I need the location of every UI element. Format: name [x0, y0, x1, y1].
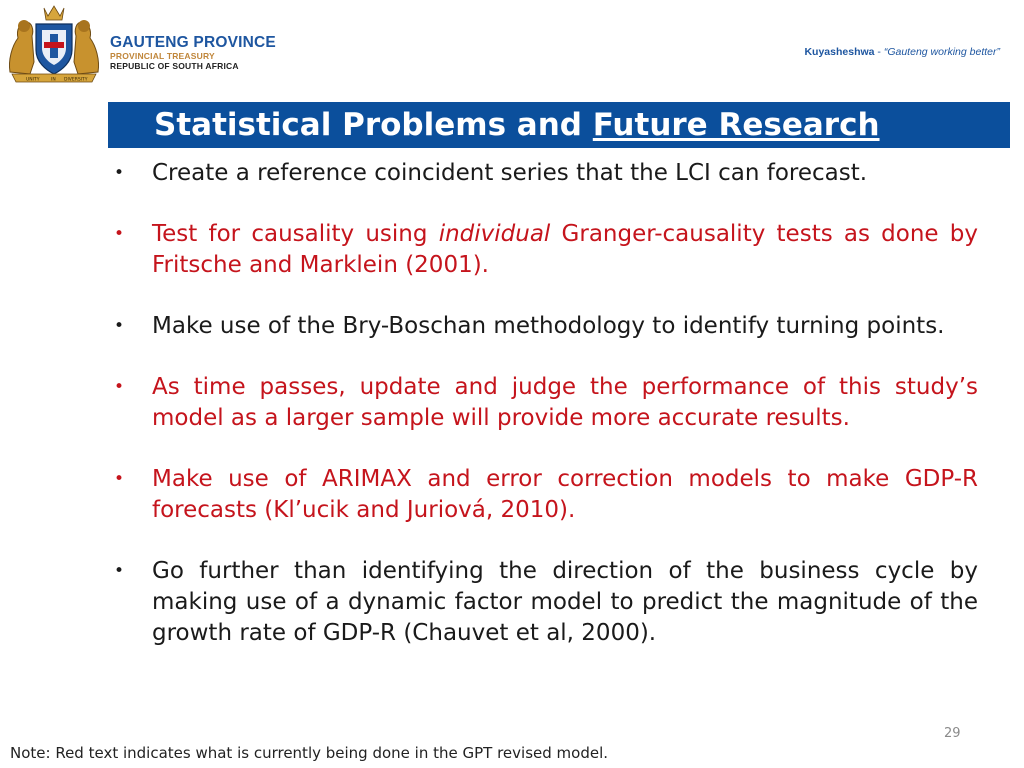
- bullet-text: Make use of ARIMAX and error correction models to make GDP-R forecasts (Kl’ucik and Juriová, 2010).: [152, 466, 978, 523]
- slide-title: [108, 102, 1010, 148]
- department-name: PROVINCIAL TREASURY: [110, 51, 215, 61]
- bullet-list: [114, 158, 978, 679]
- title-part-1: Statistical Problems and: [154, 107, 593, 143]
- slogan-separator: -: [874, 46, 884, 58]
- bullet-text-emphasis: individual: [438, 221, 551, 247]
- bullet-item: [114, 556, 978, 649]
- organization-name: GAUTENG PROVINCE: [110, 34, 276, 51]
- slogan: [804, 46, 1000, 58]
- gauteng-coat-of-arms-logo: [4, 2, 104, 84]
- bullet-dot: •: [114, 469, 125, 489]
- motto-word: IN: [51, 77, 56, 83]
- footnote: Note: Red text indicates what is currently being done in the GPT revised model.: [10, 744, 609, 762]
- bullet-item: [114, 464, 978, 526]
- slogan-brand: Kuyasheshwa: [804, 46, 875, 58]
- page-number: 29: [944, 726, 961, 741]
- motto-word: DIVERSITY: [64, 77, 88, 83]
- motto-word: UNITY: [26, 77, 40, 83]
- bullet-text: As time passes, update and judge the performance of this study’s model as a larger sample will provide more accurate results.: [152, 374, 978, 431]
- bullet-text-pre: Test for causality using: [152, 221, 439, 247]
- bullet-item: [114, 158, 978, 189]
- bullet-dot: •: [114, 377, 125, 397]
- bullet-dot: •: [114, 316, 125, 336]
- bullet-dot: •: [114, 224, 125, 244]
- bullet-item: [114, 219, 978, 281]
- bullet-item: [114, 311, 978, 342]
- bullet-text: Create a reference coincident series that the LCI can forecast.: [152, 160, 868, 186]
- bullet-text: Go further than identifying the direction of the business cycle by making use of a dynamic factor model to predict the magnitude of the growth rate of GDP-R (Chauvet et al, 2000).: [152, 558, 978, 646]
- slide-header: [0, 0, 1024, 90]
- organization-block: [110, 34, 276, 71]
- bullet-dot: •: [114, 163, 125, 183]
- bullet-dot: •: [114, 561, 125, 581]
- bullet-text-post: Granger-causality tests as done by Fritsche and Marklein (2001).: [152, 221, 979, 278]
- slogan-text: “Gauteng working better”: [883, 46, 1000, 58]
- title-part-2-underlined: Future Research: [592, 107, 880, 143]
- country-name: REPUBLIC OF SOUTH AFRICA: [110, 61, 239, 71]
- bullet-item: [114, 372, 978, 434]
- bullet-text: Make use of the Bry-Boschan methodology to identify turning points.: [152, 313, 945, 339]
